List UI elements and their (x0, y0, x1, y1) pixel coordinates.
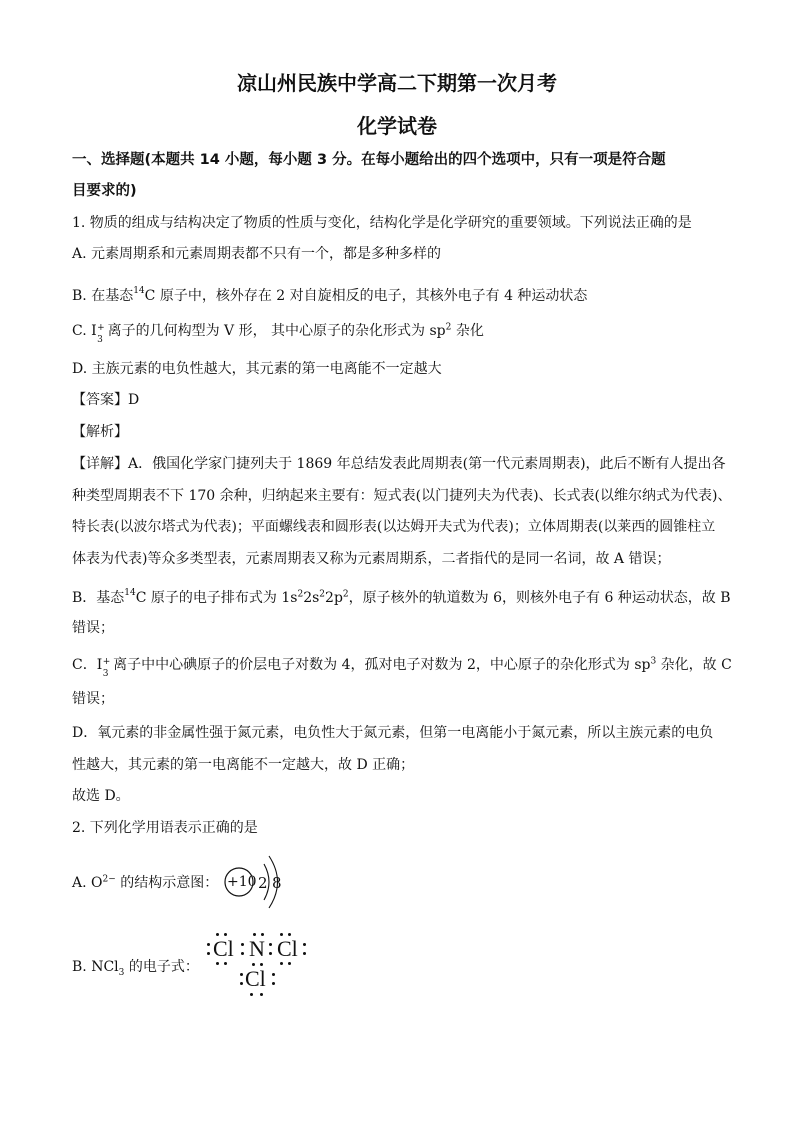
detail-c-line: C． I + 3 离子中中心碘原子的价层电子对数为 4，孤对电子对数为 2，中心原子的杂化形式为 $sp^3$ 杂化，故 C (72, 656, 732, 679)
detail-d-line: D．氧元素的非金属性强于氮元素，电负性大于氮元素，但第一电离能小于氮元素，所以主族元素的电负 (72, 725, 714, 741)
shell-2-electrons: 8 (272, 874, 282, 892)
detail-b-line: B．基态$^{14}$C 原子的电子排布式为 $1s^22s^22p^2$，原子核外的轨道数为 6，则核外电子有 6 种运动状态，故 B (72, 588, 731, 606)
detail-b-line-cont: 错误； (72, 620, 114, 636)
shell-1-electrons: 2 (258, 874, 268, 892)
nucleus-charge: +10 (227, 874, 257, 890)
analysis-label: 【解析】 (72, 424, 128, 440)
question-1-option-d: D. 主族元素的电负性越大，其元素的第一电离能不一定越大 (72, 361, 442, 377)
page-subtitle: 化学试卷 (357, 114, 437, 138)
question-1-option-c: C. I + 3 离子的几何构型为 V 形， 其中心原子的杂化形式为 $sp^2$ 杂化 (72, 322, 484, 345)
section-heading: 一、选择题(本题共 14 小题，每小题 3 分。在每小题给出的四个选项中，只有一项是符合题 (72, 152, 666, 168)
chlorine-atom: Cl (277, 936, 298, 961)
detail-c-line-cont: 错误； (72, 691, 114, 707)
detail-d-line-cont: 性越大，其元素的第一电离能不一定越大，故 D 正确； (72, 757, 415, 773)
question-1-stem: 1. 物质的组成与结构决定了物质的性质与变化，结构化学是化学研究的重要领域。下列说法正确的是 (72, 215, 692, 231)
conclusion: 故选 D。 (72, 788, 130, 804)
answer-label: 【答案】D (72, 392, 140, 408)
detail-paragraph-line: 特长表(以波尔塔式为代表)；平面螺线表和圆形表(以达姆开夫式为代表)；立体周期表(以莱西的圆锥柱立 (72, 519, 716, 535)
question-1-option-b: B. 在基态$^{14}$C 原子中，核外存在 2 对自旋相反的电子，其核外电子有 4 种运动状态 (72, 286, 588, 304)
detail-paragraph-line: 【详解】A．俄国化学家门捷列夫于 1869 年总结发表此周期表(第一代元素周期表)，此后不断有人提出各 (72, 456, 726, 472)
section-heading-cont: 目要求的) (72, 183, 137, 199)
nitrogen-atom: N (249, 936, 265, 961)
chlorine-atom: Cl (213, 936, 234, 961)
question-2-option-a: A. $O^{2-}$ 的结构示意图： (72, 874, 219, 891)
question-1-option-a: A. 元素周期系和元素周期表都不只有一个，都是多种多样的 (72, 246, 442, 262)
page-title: 凉山州民族中学高二下期第一次月考 (237, 71, 557, 95)
triiodide-ion: I + 3 (96, 657, 111, 679)
triiodide-ion: I + 3 (91, 323, 105, 345)
mass-number: 14 (133, 286, 145, 296)
question-2-stem: 2. 下列化学用语表示正确的是 (72, 820, 258, 836)
chlorine-atom: Cl (245, 966, 266, 991)
question-2-option-b: B. NCl$_3$ 的电子式： (72, 959, 199, 978)
detail-paragraph-line: 体表为代表)等众多类型表，元素周期表又称为元素周期系，二者指代的是同一名词，故 A 错误； (72, 551, 671, 567)
detail-paragraph-line: 种类型周期表不下 170 余种，归纳起来主要有：短式表(以门捷列夫为代表)、长式表(以维尔纳式为代表)、 (72, 488, 732, 504)
lewis-structure (205, 930, 315, 1000)
